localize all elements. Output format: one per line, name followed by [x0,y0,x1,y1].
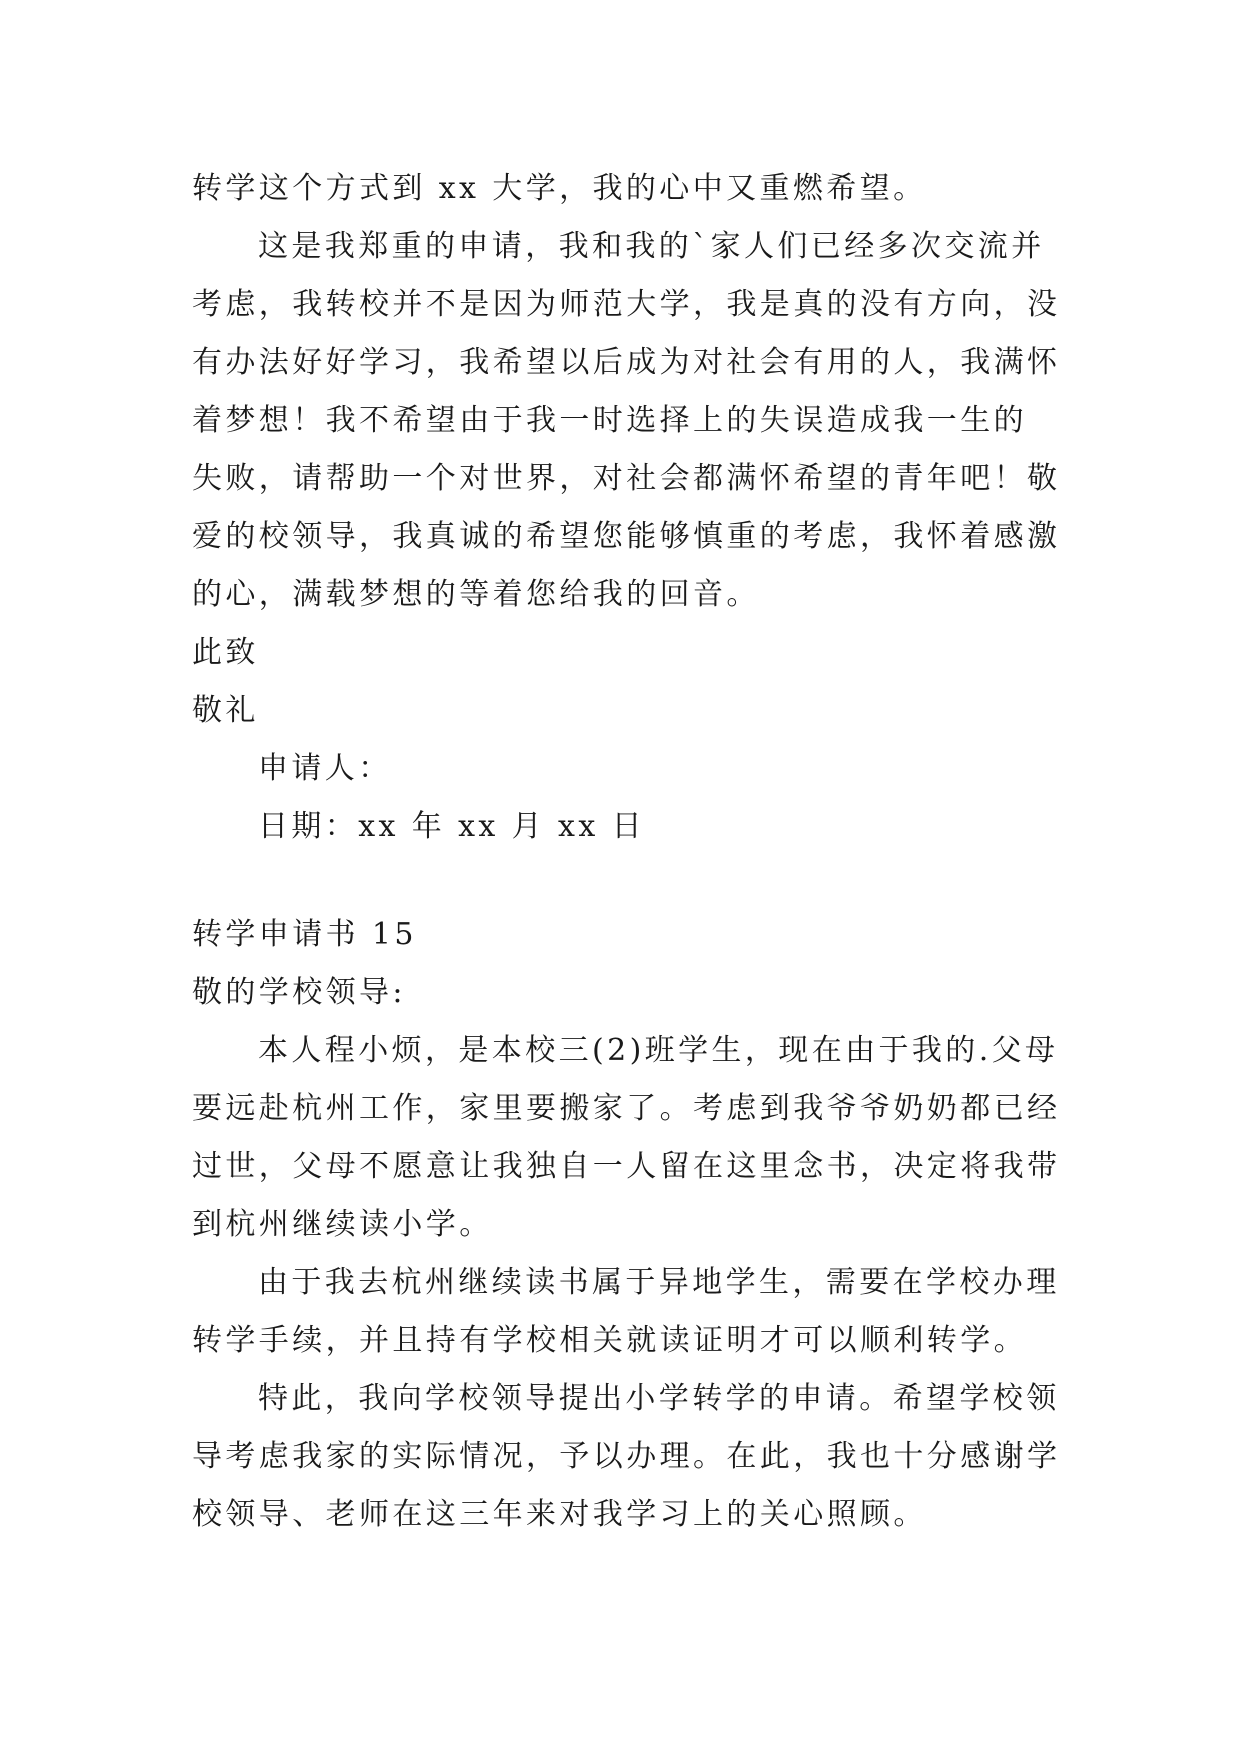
paragraph-line: 本人程小烦，是本校三(2)班学生，现在由于我的.父母 [258,1033,1059,1068]
letter1-paragraph [192,218,1061,624]
paragraph-line: 这是我郑重的申请，我和我的`家人们已经多次交流并 [258,229,1045,264]
paragraph-line: 考虑，我转校并不是因为师范大学，我是真的没有方向，没 [192,287,1061,322]
applicant-line: 申请人： [258,751,392,786]
paragraph-line: 爱的校领导，我真诚的希望您能够慎重的考虑，我怀着感激 [192,519,1061,554]
paragraph-line: 转学手续，并且持有学校相关就读证明才可以顺利转学。 [192,1323,1027,1358]
paragraph-line: 到杭州继续读小学。 [192,1207,493,1242]
paragraph-line: 失败，请帮助一个对世界，对社会都满怀希望的青年吧！敬 [192,461,1061,496]
letter2-salutation: 敬的学校领导: [192,975,406,1010]
paragraph-line: 要远赴杭州工作，家里要搬家了。考虑到我爷爷奶奶都已经 [192,1091,1061,1126]
letter2-paragraph-3 [192,1370,1061,1544]
letter2-paragraph-2 [192,1254,1058,1370]
letter2-title: 转学申请书 15 [192,917,417,952]
letter1-continuation-line: 转学这个方式到 xx 大学，我的心中又重燃希望。 [192,171,927,206]
closing-jingli: 敬礼 [192,693,259,728]
paragraph-line: 过世，父母不愿意让我独自一人留在这里念书，决定将我带 [192,1149,1061,1184]
closing-cizhi: 此致 [192,635,259,670]
section-gap [192,856,1058,906]
paragraph-line: 校领导、老师在这三年来对我学习上的关心照顾。 [192,1497,927,1532]
paragraph-line: 的心，满载梦想的等着您给我的回音。 [192,577,760,612]
document-page [192,160,1061,1544]
date-line: 日期：xx 年 xx 月 xx 日 [258,809,645,844]
paragraph-line: 有办法好好学习，我希望以后成为对社会有用的人，我满怀 [192,345,1061,380]
paragraph-line: 着梦想！我不希望由于我一时选择上的失误造成我一生的 [192,403,1027,438]
paragraph-line: 导考虑我家的实际情况，予以办理。在此，我也十分感谢学 [192,1439,1061,1474]
paragraph-line: 由于我去杭州继续读书属于异地学生，需要在学校办理 [258,1265,1060,1300]
paragraph-line: 特此，我向学校领导提出小学转学的申请。希望学校领 [258,1381,1060,1416]
letter2-paragraph-1 [192,1022,1061,1254]
